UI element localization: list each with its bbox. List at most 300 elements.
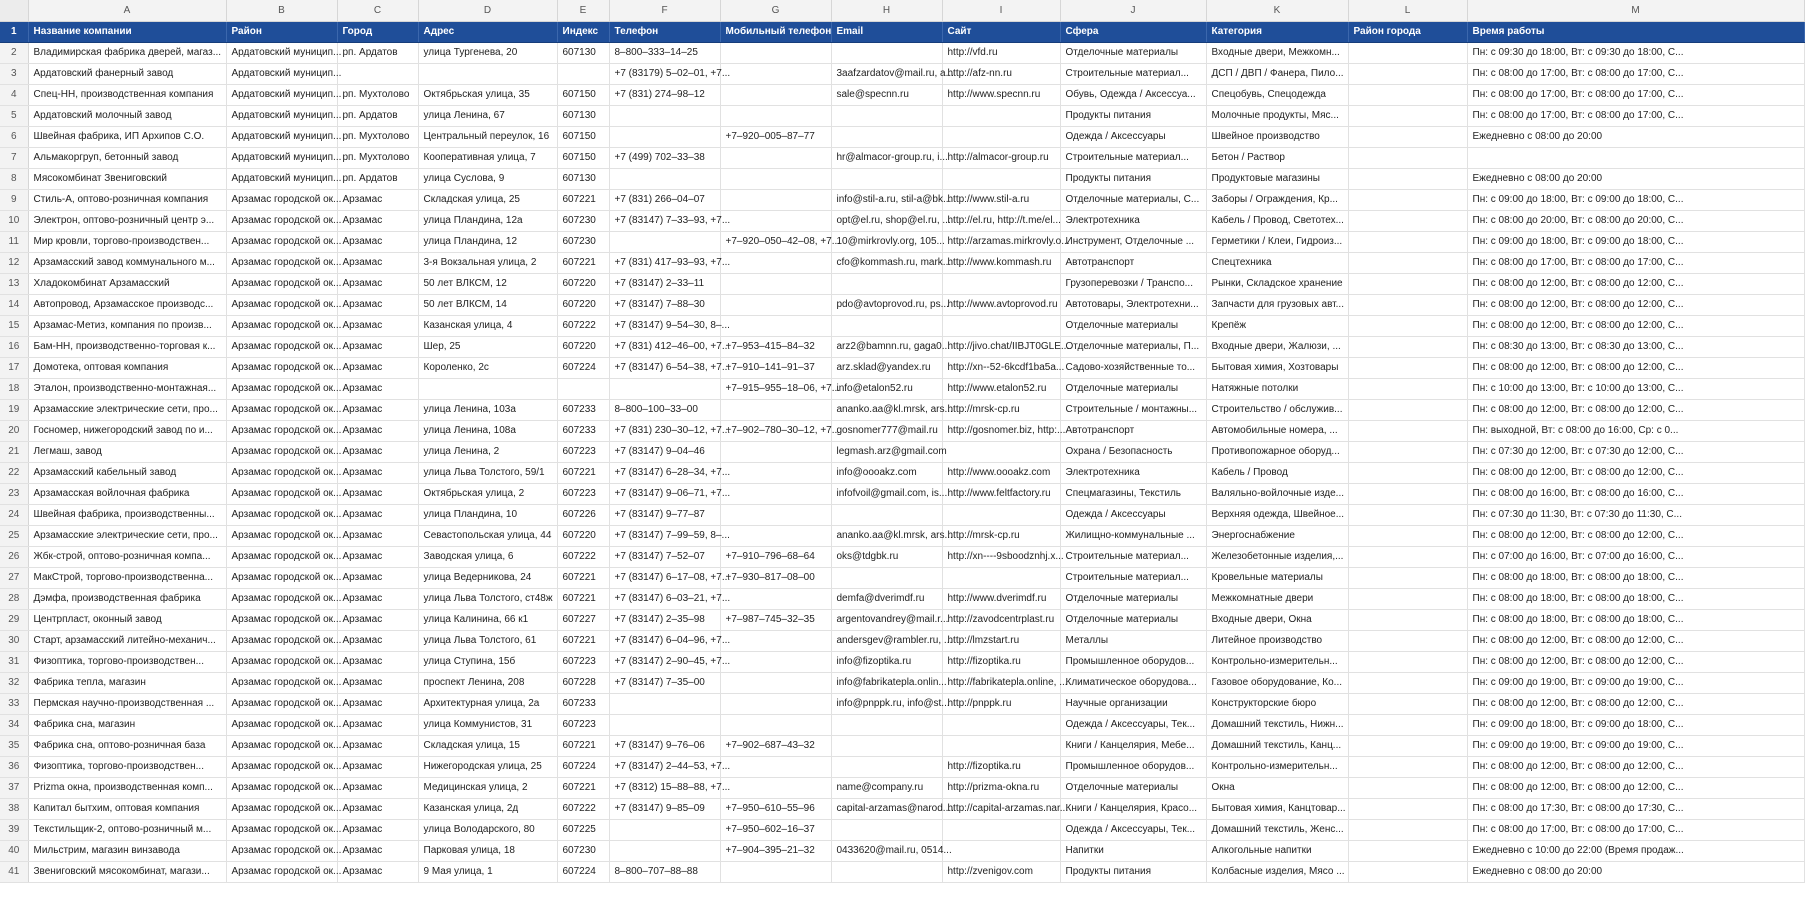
cell-email[interactable]: capital-arzamas@narod....: [831, 799, 942, 820]
cell-sphere[interactable]: Отделочные материалы: [1060, 379, 1206, 400]
cell-district[interactable]: Арзамас городской ок...: [226, 295, 337, 316]
cell-phone[interactable]: +7 (83179) 5–02–01, +7...: [609, 64, 720, 85]
cell-website[interactable]: [942, 127, 1060, 148]
row-number[interactable]: 23: [0, 484, 28, 505]
cell-category[interactable]: Кабель / Провод, Светотех...: [1206, 211, 1348, 232]
cell-city-district[interactable]: [1348, 610, 1467, 631]
row-number[interactable]: 40: [0, 841, 28, 862]
cell-postal-index[interactable]: 607222: [557, 547, 609, 568]
cell-district[interactable]: Арзамас городской ок...: [226, 232, 337, 253]
cell-address[interactable]: улица Тургенева, 20: [418, 43, 557, 64]
cell-address[interactable]: 50 лет ВЛКСМ, 12: [418, 274, 557, 295]
cell-email[interactable]: info@fizoptika.ru: [831, 652, 942, 673]
row-number[interactable]: 17: [0, 358, 28, 379]
cell-phone[interactable]: +7 (83147) 6–03–21, +7...: [609, 589, 720, 610]
cell-city-district[interactable]: [1348, 337, 1467, 358]
cell-working-hours[interactable]: Пн: с 09:00 до 18:00, Вт: с 09:00 до 18:00, С...: [1467, 190, 1804, 211]
cell-company-name[interactable]: Старт, арзамасский литейно-механич...: [28, 631, 226, 652]
row-number[interactable]: 24: [0, 505, 28, 526]
cell-sphere[interactable]: Садово-хозяйственные то...: [1060, 358, 1206, 379]
cell-phone[interactable]: [609, 715, 720, 736]
cell-address[interactable]: улица Льва Толстого, 61: [418, 631, 557, 652]
cell-city[interactable]: Арзамас: [337, 253, 418, 274]
cell-address[interactable]: улица Володарского, 80: [418, 820, 557, 841]
cell-postal-index[interactable]: 607227: [557, 610, 609, 631]
cell-category[interactable]: Натяжные потолки: [1206, 379, 1348, 400]
cell-sphere[interactable]: Строительные материал...: [1060, 148, 1206, 169]
cell-email[interactable]: demfa@dverimdf.ru: [831, 589, 942, 610]
cell-sphere[interactable]: Электротехника: [1060, 463, 1206, 484]
cell-phone[interactable]: +7 (83147) 7–99–59, 8–...: [609, 526, 720, 547]
cell-sphere[interactable]: Инструмент, Отделочные ...: [1060, 232, 1206, 253]
cell-postal-index[interactable]: 607222: [557, 799, 609, 820]
cell-address[interactable]: улица Ленина, 103а: [418, 400, 557, 421]
cell-sphere[interactable]: Электротехника: [1060, 211, 1206, 232]
cell-city-district[interactable]: [1348, 715, 1467, 736]
cell-mobile-phone[interactable]: [720, 484, 831, 505]
header-cell-city[interactable]: Город: [337, 22, 418, 43]
cell-district[interactable]: Арзамас городской ок...: [226, 547, 337, 568]
cell-working-hours[interactable]: Пн: с 08:00 до 12:00, Вт: с 08:00 до 12:00, С...: [1467, 631, 1804, 652]
cell-website[interactable]: [942, 274, 1060, 295]
cell-address[interactable]: Шер, 25: [418, 337, 557, 358]
cell-district[interactable]: Арзамас городской ок...: [226, 694, 337, 715]
cell-website[interactable]: [942, 715, 1060, 736]
cell-postal-index[interactable]: 607221: [557, 463, 609, 484]
cell-email[interactable]: opt@el.ru, shop@el.ru, ...: [831, 211, 942, 232]
cell-mobile-phone[interactable]: [720, 64, 831, 85]
cell-company-name[interactable]: Мир кровли, торгово-производствен...: [28, 232, 226, 253]
cell-company-name[interactable]: Фабрика сна, магазин: [28, 715, 226, 736]
cell-company-name[interactable]: Арзамасские электрические сети, про...: [28, 526, 226, 547]
cell-postal-index[interactable]: 607225: [557, 820, 609, 841]
cell-email[interactable]: legmash.arz@gmail.com: [831, 442, 942, 463]
cell-city-district[interactable]: [1348, 820, 1467, 841]
cell-website[interactable]: http://xn--52-6kcdf1ba5a...: [942, 358, 1060, 379]
cell-city[interactable]: Арзамас: [337, 211, 418, 232]
row-number[interactable]: 2: [0, 43, 28, 64]
cell-district[interactable]: Арзамас городской ок...: [226, 316, 337, 337]
cell-working-hours[interactable]: Пн: с 08:00 до 12:00, Вт: с 08:00 до 12:00, С...: [1467, 358, 1804, 379]
cell-website[interactable]: http://afz-nn.ru: [942, 64, 1060, 85]
cell-sphere[interactable]: Промышленное оборудов...: [1060, 757, 1206, 778]
cell-working-hours[interactable]: Пн: с 07:30 до 12:00, Вт: с 07:30 до 12:00, С...: [1467, 442, 1804, 463]
cell-city[interactable]: Арзамас: [337, 421, 418, 442]
cell-phone[interactable]: +7 (83147) 2–35–98: [609, 610, 720, 631]
cell-website[interactable]: http://prizma-okna.ru: [942, 778, 1060, 799]
cell-district[interactable]: Арзамас городской ок...: [226, 862, 337, 883]
cell-city[interactable]: Арзамас: [337, 799, 418, 820]
cell-company-name[interactable]: Жбк-строй, оптово-розничная компа...: [28, 547, 226, 568]
cell-working-hours[interactable]: Пн: с 09:00 до 18:00, Вт: с 09:00 до 18:00, С...: [1467, 715, 1804, 736]
cell-email[interactable]: 3aafzardatov@mail.ru, a...: [831, 64, 942, 85]
cell-working-hours[interactable]: Пн: с 08:00 до 17:30, Вт: с 08:00 до 17:30, С...: [1467, 799, 1804, 820]
cell-address[interactable]: Нижегородская улица, 25: [418, 757, 557, 778]
cell-mobile-phone[interactable]: [720, 631, 831, 652]
cell-city[interactable]: Арзамас: [337, 673, 418, 694]
cell-company-name[interactable]: Мясокомбинат Звениговский: [28, 169, 226, 190]
cell-company-name[interactable]: Капитал бытхим, оптовая компания: [28, 799, 226, 820]
cell-company-name[interactable]: Текстильщик-2, оптово-розничный м...: [28, 820, 226, 841]
cell-address[interactable]: Севастопольская улица, 44: [418, 526, 557, 547]
cell-postal-index[interactable]: 607233: [557, 400, 609, 421]
cell-email[interactable]: info@etalon52.ru: [831, 379, 942, 400]
cell-district[interactable]: Арзамас городской ок...: [226, 841, 337, 862]
cell-city[interactable]: Арзамас: [337, 652, 418, 673]
cell-email[interactable]: [831, 106, 942, 127]
cell-working-hours[interactable]: Пн: с 08:00 до 12:00, Вт: с 08:00 до 12:00, С...: [1467, 694, 1804, 715]
cell-mobile-phone[interactable]: +7–904–395–21–32: [720, 841, 831, 862]
cell-category[interactable]: Литейное производство: [1206, 631, 1348, 652]
column-letter-l[interactable]: L: [1348, 0, 1467, 22]
cell-mobile-phone[interactable]: [720, 673, 831, 694]
cell-working-hours[interactable]: Пн: с 08:00 до 12:00, Вт: с 08:00 до 12:00, С...: [1467, 295, 1804, 316]
cell-mobile-phone[interactable]: +7–950–602–16–37: [720, 820, 831, 841]
cell-company-name[interactable]: Мильстрим, магазин винзавода: [28, 841, 226, 862]
cell-phone[interactable]: [609, 820, 720, 841]
cell-district[interactable]: Ардатовский муницип...: [226, 85, 337, 106]
cell-category[interactable]: Контрольно-измерительн...: [1206, 757, 1348, 778]
cell-city-district[interactable]: [1348, 736, 1467, 757]
cell-postal-index[interactable]: 607220: [557, 295, 609, 316]
cell-mobile-phone[interactable]: [720, 253, 831, 274]
cell-mobile-phone[interactable]: +7–987–745–32–35: [720, 610, 831, 631]
cell-category[interactable]: Рынки, Складское хранение: [1206, 274, 1348, 295]
cell-mobile-phone[interactable]: [720, 85, 831, 106]
cell-category[interactable]: Молочные продукты, Мяс...: [1206, 106, 1348, 127]
cell-mobile-phone[interactable]: +7–910–141–91–37: [720, 358, 831, 379]
cell-city-district[interactable]: [1348, 778, 1467, 799]
cell-city[interactable]: Арзамас: [337, 379, 418, 400]
cell-category[interactable]: Колбасные изделия, Мясо ...: [1206, 862, 1348, 883]
cell-phone[interactable]: +7 (83147) 7–33–93, +7...: [609, 211, 720, 232]
cell-phone[interactable]: +7 (83147) 7–88–30: [609, 295, 720, 316]
cell-address[interactable]: улица Ступина, 15б: [418, 652, 557, 673]
cell-email[interactable]: info@pnppk.ru, info@st...: [831, 694, 942, 715]
column-letter-i[interactable]: I: [942, 0, 1060, 22]
cell-mobile-phone[interactable]: [720, 778, 831, 799]
cell-address[interactable]: улица Ленина, 2: [418, 442, 557, 463]
cell-mobile-phone[interactable]: +7–950–610–55–96: [720, 799, 831, 820]
cell-postal-index[interactable]: 607220: [557, 337, 609, 358]
cell-working-hours[interactable]: Пн: с 08:00 до 17:00, Вт: с 08:00 до 17:00, С...: [1467, 64, 1804, 85]
row-number[interactable]: 39: [0, 820, 28, 841]
cell-category[interactable]: Противопожарное оборуд...: [1206, 442, 1348, 463]
cell-mobile-phone[interactable]: [720, 463, 831, 484]
cell-mobile-phone[interactable]: [720, 106, 831, 127]
cell-postal-index[interactable]: 607222: [557, 316, 609, 337]
cell-postal-index[interactable]: 607228: [557, 673, 609, 694]
cell-phone[interactable]: +7 (83147) 6–54–38, +7...: [609, 358, 720, 379]
cell-phone[interactable]: +7 (83147) 2–44–53, +7...: [609, 757, 720, 778]
cell-category[interactable]: Домашний текстиль, Канц...: [1206, 736, 1348, 757]
cell-postal-index[interactable]: 607230: [557, 211, 609, 232]
header-cell-company-name[interactable]: Название компании: [28, 22, 226, 43]
header-cell-category[interactable]: Категория: [1206, 22, 1348, 43]
cell-website[interactable]: http://xn----9sboodznhj.x...: [942, 547, 1060, 568]
column-letter-j[interactable]: J: [1060, 0, 1206, 22]
cell-sphere[interactable]: Одежда / Аксессуары: [1060, 505, 1206, 526]
row-number[interactable]: 8: [0, 169, 28, 190]
cell-mobile-phone[interactable]: [720, 400, 831, 421]
cell-city-district[interactable]: [1348, 64, 1467, 85]
cell-working-hours[interactable]: Пн: с 08:00 до 12:00, Вт: с 08:00 до 12:00, С...: [1467, 526, 1804, 547]
row-number[interactable]: 21: [0, 442, 28, 463]
cell-mobile-phone[interactable]: [720, 715, 831, 736]
cell-district[interactable]: Ардатовский муницип...: [226, 169, 337, 190]
cell-postal-index[interactable]: 607221: [557, 589, 609, 610]
cell-sphere[interactable]: Строительные / монтажны...: [1060, 400, 1206, 421]
cell-working-hours[interactable]: Ежедневно с 08:00 до 20:00: [1467, 127, 1804, 148]
cell-category[interactable]: Домашний текстиль, Женс...: [1206, 820, 1348, 841]
cell-phone[interactable]: +7 (831) 266–04–07: [609, 190, 720, 211]
cell-city[interactable]: Арзамас: [337, 778, 418, 799]
cell-working-hours[interactable]: Пн: с 08:00 до 16:00, Вт: с 08:00 до 16:00, С...: [1467, 484, 1804, 505]
cell-phone[interactable]: +7 (83147) 2–90–45, +7...: [609, 652, 720, 673]
header-cell-phone[interactable]: Телефон: [609, 22, 720, 43]
cell-district[interactable]: Арзамас городской ок...: [226, 568, 337, 589]
cell-website[interactable]: [942, 316, 1060, 337]
cell-website[interactable]: [942, 736, 1060, 757]
cell-address[interactable]: улица Ведерникова, 24: [418, 568, 557, 589]
cell-website[interactable]: http://www.feltfactory.ru: [942, 484, 1060, 505]
cell-phone[interactable]: 8–800–333–14–25: [609, 43, 720, 64]
cell-district[interactable]: Ардатовский муницип...: [226, 148, 337, 169]
cell-postal-index[interactable]: 607220: [557, 274, 609, 295]
cell-website[interactable]: http://fizoptika.ru: [942, 757, 1060, 778]
cell-city-district[interactable]: [1348, 400, 1467, 421]
cell-district[interactable]: Арзамас городской ок...: [226, 610, 337, 631]
cell-city[interactable]: рп. Мухтолово: [337, 85, 418, 106]
cell-mobile-phone[interactable]: [720, 652, 831, 673]
cell-phone[interactable]: +7 (83147) 6–28–34, +7...: [609, 463, 720, 484]
cell-city-district[interactable]: [1348, 106, 1467, 127]
cell-email[interactable]: [831, 169, 942, 190]
cell-phone[interactable]: 8–800–100–33–00: [609, 400, 720, 421]
row-number[interactable]: 36: [0, 757, 28, 778]
cell-email[interactable]: andersgev@rambler.ru, ...: [831, 631, 942, 652]
cell-company-name[interactable]: Госномер, нижегородский завод по и...: [28, 421, 226, 442]
cell-city[interactable]: Арзамас: [337, 589, 418, 610]
cell-phone[interactable]: +7 (83147) 7–35–00: [609, 673, 720, 694]
cell-postal-index[interactable]: 607223: [557, 715, 609, 736]
cell-company-name[interactable]: Арзамасская войлочная фабрика: [28, 484, 226, 505]
column-letter-g[interactable]: G: [720, 0, 831, 22]
cell-district[interactable]: Арзамас городской ок...: [226, 358, 337, 379]
cell-mobile-phone[interactable]: [720, 190, 831, 211]
row-number[interactable]: 32: [0, 673, 28, 694]
row-number[interactable]: 7: [0, 148, 28, 169]
cell-email[interactable]: oks@tdgbk.ru: [831, 547, 942, 568]
cell-address[interactable]: улица Коммунистов, 31: [418, 715, 557, 736]
cell-address[interactable]: Казанская улица, 2д: [418, 799, 557, 820]
cell-category[interactable]: Алкогольные напитки: [1206, 841, 1348, 862]
cell-city[interactable]: Арзамас: [337, 400, 418, 421]
cell-company-name[interactable]: Ардатовский фанерный завод: [28, 64, 226, 85]
cell-city[interactable]: Арзамас: [337, 274, 418, 295]
cell-mobile-phone[interactable]: +7–920–005–87–77: [720, 127, 831, 148]
cell-sphere[interactable]: Отделочные материалы: [1060, 589, 1206, 610]
cell-company-name[interactable]: Спец-НН, производственная компания: [28, 85, 226, 106]
cell-working-hours[interactable]: Пн: с 08:00 до 12:00, Вт: с 08:00 до 12:00, С...: [1467, 757, 1804, 778]
cell-sphere[interactable]: Книги / Канцелярия, Мебе...: [1060, 736, 1206, 757]
cell-category[interactable]: Бытовая химия, Канцтовар...: [1206, 799, 1348, 820]
cell-address[interactable]: Казанская улица, 4: [418, 316, 557, 337]
cell-sphere[interactable]: Отделочные материалы: [1060, 316, 1206, 337]
cell-postal-index[interactable]: 607230: [557, 232, 609, 253]
cell-district[interactable]: Арзамас городской ок...: [226, 757, 337, 778]
cell-website[interactable]: [942, 841, 1060, 862]
cell-company-name[interactable]: Арзамас-Метиз, компания по произв...: [28, 316, 226, 337]
cell-district[interactable]: Арзамас городской ок...: [226, 820, 337, 841]
cell-category[interactable]: Крепёж: [1206, 316, 1348, 337]
cell-district[interactable]: Арзамас городской ок...: [226, 400, 337, 421]
cell-city-district[interactable]: [1348, 799, 1467, 820]
row-number[interactable]: 3: [0, 64, 28, 85]
cell-company-name[interactable]: Арзамасские электрические сети, про...: [28, 400, 226, 421]
cell-district[interactable]: Арзамас городской ок...: [226, 379, 337, 400]
row-number[interactable]: 15: [0, 316, 28, 337]
cell-website[interactable]: http://jivo.chat/IIBJT0GLE...: [942, 337, 1060, 358]
cell-company-name[interactable]: Домотека, оптовая компания: [28, 358, 226, 379]
cell-mobile-phone[interactable]: +7–902–687–43–32: [720, 736, 831, 757]
cell-district[interactable]: Арзамас городской ок...: [226, 484, 337, 505]
cell-city[interactable]: Арзамас: [337, 820, 418, 841]
cell-mobile-phone[interactable]: [720, 862, 831, 883]
cell-district[interactable]: Арзамас городской ок...: [226, 463, 337, 484]
row-number[interactable]: 22: [0, 463, 28, 484]
cell-district[interactable]: Арзамас городской ок...: [226, 211, 337, 232]
cell-postal-index[interactable]: 607223: [557, 652, 609, 673]
cell-category[interactable]: Железобетонные изделия,...: [1206, 547, 1348, 568]
cell-working-hours[interactable]: Пн: с 08:00 до 20:00, Вт: с 08:00 до 20:00, С...: [1467, 211, 1804, 232]
cell-website[interactable]: [942, 169, 1060, 190]
cell-working-hours[interactable]: Пн: с 08:30 до 13:00, Вт: с 08:30 до 13:00, С...: [1467, 337, 1804, 358]
cell-email[interactable]: arz2@bamnn.ru, gaga0...: [831, 337, 942, 358]
cell-city[interactable]: Арзамас: [337, 463, 418, 484]
cell-working-hours[interactable]: Пн: с 08:00 до 12:00, Вт: с 08:00 до 12:00, С...: [1467, 463, 1804, 484]
cell-city-district[interactable]: [1348, 190, 1467, 211]
cell-phone[interactable]: +7 (83147) 6–17–08, +7...: [609, 568, 720, 589]
cell-city[interactable]: Арзамас: [337, 736, 418, 757]
cell-working-hours[interactable]: Пн: с 09:00 до 19:00, Вт: с 09:00 до 19:00, С...: [1467, 673, 1804, 694]
cell-website[interactable]: http://www.avtoprovod.ru: [942, 295, 1060, 316]
cell-postal-index[interactable]: 607130: [557, 169, 609, 190]
cell-email[interactable]: pdo@avtoprovod.ru, ps...: [831, 295, 942, 316]
cell-postal-index[interactable]: 607224: [557, 757, 609, 778]
row-number[interactable]: 12: [0, 253, 28, 274]
row-number[interactable]: 35: [0, 736, 28, 757]
cell-website[interactable]: http://arzamas.mirkrovly.o...: [942, 232, 1060, 253]
cell-category[interactable]: Кровельные материалы: [1206, 568, 1348, 589]
cell-company-name[interactable]: Фабрика сна, оптово-розничная база: [28, 736, 226, 757]
cell-address[interactable]: Центральный переулок, 16: [418, 127, 557, 148]
cell-sphere[interactable]: Научные организации: [1060, 694, 1206, 715]
cell-address[interactable]: [418, 64, 557, 85]
row-number[interactable]: 14: [0, 295, 28, 316]
cell-mobile-phone[interactable]: [720, 442, 831, 463]
cell-city-district[interactable]: [1348, 421, 1467, 442]
cell-category[interactable]: Домашний текстиль, Нижн...: [1206, 715, 1348, 736]
cell-city[interactable]: рп. Ардатов: [337, 43, 418, 64]
cell-sphere[interactable]: Автотранспорт: [1060, 421, 1206, 442]
cell-address[interactable]: Заводская улица, 6: [418, 547, 557, 568]
cell-city[interactable]: рп. Мухтолово: [337, 127, 418, 148]
cell-district[interactable]: Арзамас городской ок...: [226, 631, 337, 652]
cell-working-hours[interactable]: Пн: с 08:00 до 17:00, Вт: с 08:00 до 17:00, С...: [1467, 820, 1804, 841]
cell-city[interactable]: Арзамас: [337, 757, 418, 778]
cell-working-hours[interactable]: Пн: с 07:30 до 11:30, Вт: с 07:30 до 11:30, С...: [1467, 505, 1804, 526]
row-number[interactable]: 5: [0, 106, 28, 127]
cell-postal-index[interactable]: 607224: [557, 358, 609, 379]
cell-district[interactable]: Арзамас городской ок...: [226, 442, 337, 463]
cell-phone[interactable]: +7 (83147) 2–33–11: [609, 274, 720, 295]
cell-city-district[interactable]: [1348, 568, 1467, 589]
cell-postal-index[interactable]: 607233: [557, 694, 609, 715]
cell-company-name[interactable]: Электрон, оптово-розничный центр э...: [28, 211, 226, 232]
cell-category[interactable]: Продуктовые магазины: [1206, 169, 1348, 190]
cell-city[interactable]: Арзамас: [337, 232, 418, 253]
cell-company-name[interactable]: Арзамасский кабельный завод: [28, 463, 226, 484]
cell-mobile-phone[interactable]: [720, 43, 831, 64]
cell-city-district[interactable]: [1348, 253, 1467, 274]
cell-district[interactable]: Арзамас городской ок...: [226, 337, 337, 358]
cell-website[interactable]: [942, 820, 1060, 841]
row-number[interactable]: 37: [0, 778, 28, 799]
cell-phone[interactable]: +7 (83147) 9–77–87: [609, 505, 720, 526]
cell-working-hours[interactable]: Пн: с 07:00 до 16:00, Вт: с 07:00 до 16:00, С...: [1467, 547, 1804, 568]
cell-category[interactable]: Окна: [1206, 778, 1348, 799]
cell-company-name[interactable]: Швейная фабрика, ИП Архипов С.О.: [28, 127, 226, 148]
cell-address[interactable]: Октябрьская улица, 35: [418, 85, 557, 106]
cell-address[interactable]: улица Суслова, 9: [418, 169, 557, 190]
cell-postal-index[interactable]: 607221: [557, 631, 609, 652]
cell-working-hours[interactable]: Пн: с 08:00 до 18:00, Вт: с 08:00 до 18:00, С...: [1467, 589, 1804, 610]
column-letter-d[interactable]: D: [418, 0, 557, 22]
cell-mobile-phone[interactable]: [720, 589, 831, 610]
cell-email[interactable]: [831, 316, 942, 337]
cell-address[interactable]: улица Пландина, 10: [418, 505, 557, 526]
column-letter-e[interactable]: E: [557, 0, 609, 22]
cell-email[interactable]: gosnomer777@mail.ru: [831, 421, 942, 442]
cell-phone[interactable]: 8–800–707–88–88: [609, 862, 720, 883]
cell-city[interactable]: рп. Ардатов: [337, 169, 418, 190]
cell-address[interactable]: улица Калинина, 66 к1: [418, 610, 557, 631]
cell-company-name[interactable]: Легмаш, завод: [28, 442, 226, 463]
cell-phone[interactable]: +7 (83147) 7–52–07: [609, 547, 720, 568]
cell-email[interactable]: info@oooakz.com: [831, 463, 942, 484]
row-number[interactable]: 27: [0, 568, 28, 589]
cell-email[interactable]: name@company.ru: [831, 778, 942, 799]
cell-working-hours[interactable]: Пн: с 08:00 до 12:00, Вт: с 08:00 до 12:00, С...: [1467, 274, 1804, 295]
cell-category[interactable]: Запчасти для грузовых авт...: [1206, 295, 1348, 316]
row-number[interactable]: 25: [0, 526, 28, 547]
row-number[interactable]: 31: [0, 652, 28, 673]
cell-postal-index[interactable]: 607221: [557, 778, 609, 799]
cell-category[interactable]: Входные двери, Межкомн...: [1206, 43, 1348, 64]
cell-city-district[interactable]: [1348, 631, 1467, 652]
cell-city[interactable]: рп. Ардатов: [337, 106, 418, 127]
cell-city[interactable]: Арзамас: [337, 337, 418, 358]
cell-city[interactable]: Арзамас: [337, 295, 418, 316]
cell-district[interactable]: Арзамас городской ок...: [226, 274, 337, 295]
cell-phone[interactable]: +7 (83147) 9–54–30, 8–...: [609, 316, 720, 337]
cell-email[interactable]: 0433620@mail.ru, 0514...: [831, 841, 942, 862]
cell-city-district[interactable]: [1348, 316, 1467, 337]
cell-category[interactable]: Входные двери, Жалюзи, ...: [1206, 337, 1348, 358]
cell-address[interactable]: Парковая улица, 18: [418, 841, 557, 862]
cell-phone[interactable]: +7 (83147) 6–04–96, +7...: [609, 631, 720, 652]
